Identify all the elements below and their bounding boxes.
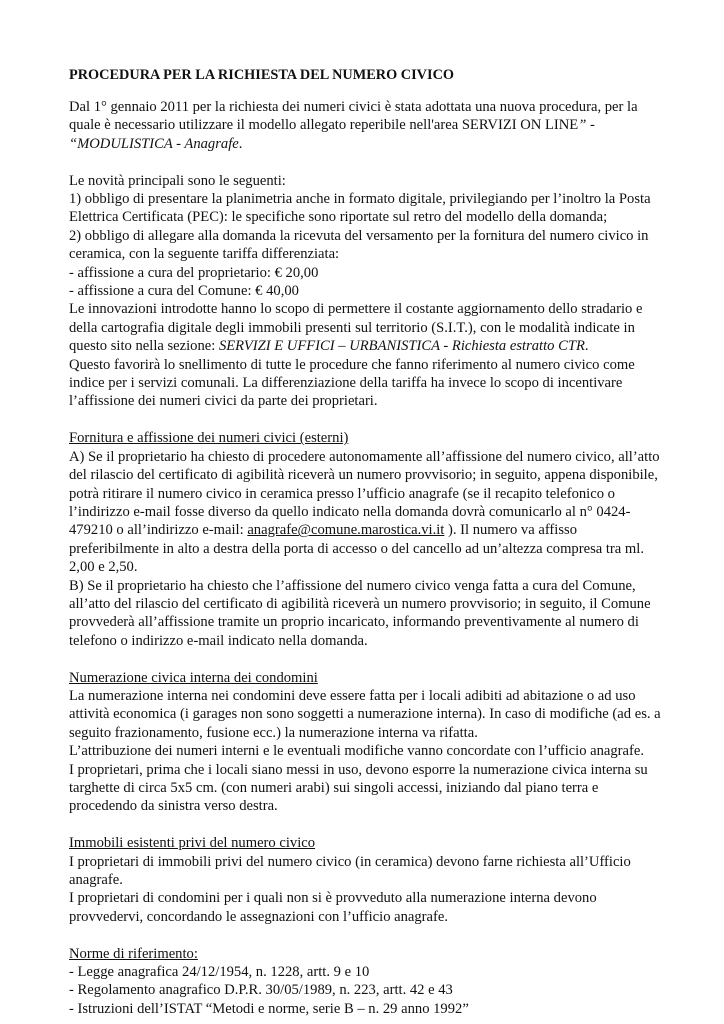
intro-closing-quote: ” - [578, 117, 595, 134]
immobili-heading: Immobili esistenti privi del numero civico [69, 835, 316, 852]
spacer [69, 650, 664, 668]
innovations-text: Le innovazioni introdotte hanno lo scopo di permettere il costante aggiornamento dello stradario e della cartografia digitale degli immobili presenti sul territorio (S.I.T.), con le modalità indicate in questo sito nella sezione: [69, 301, 643, 355]
email-link[interactable]: anagrafe@comune.marostica.vi.it [247, 522, 445, 539]
option-a-end: ). Il numero va affisso preferibilmente in alto a destra della porta di accesso o del cancello ad un’altezza compresa tra ml. 2,00 e 2,50. [69, 522, 644, 576]
interna-paragraph-1: La numerazione interna nei condomini deve essere fatta per i locali adibiti ad abitazione o ad uso attività economica (i garages non sono soggetti a numerazione interna). In caso di modifiche (ad es. a seguito frazionamento, fusione ecc.) la numerazione interna va rifatta. [69, 687, 661, 741]
option-a-text: A) Se il proprietario ha chiesto di procedere autonomamente all’affissione del numero civico, all’atto del rilascio del certificato di agibilità riceverà un numero provvisorio; in seguito, appena disponibile, potrà ritirare il numero civico in ceramica presso l’ufficio anagrafe (se il recapito telefonico o l’indirizzo e-mail fosse diverso da quello indicato nella domanda dovrà comunicarlo al n° 0424- 479210 o all’indirizzo e-mail: [69, 448, 660, 539]
intro-paragraph [69, 98, 664, 153]
simplify-paragraph: Questo favorirà lo snellimento di tutte le procedure che fanno riferimento al numero civico come indice per i servizi comunali. La differenziazione della tariffa ha invece lo scopo di incentivare l’affissione dei numeri civici da parte dei proprietari. [69, 356, 635, 410]
spacer [69, 411, 664, 429]
immobili-paragraph-1: I proprietari di immobili privi del numero civico (in ceramica) devono farne richiesta all’Ufficio anagrafe. [69, 853, 631, 888]
fee-comune: - affissione a cura del Comune: € 40,00 [69, 283, 299, 300]
interna-heading: Numerazione civica interna dei condomini [69, 669, 318, 686]
fornitura-heading: Fornitura e affissione dei numeri civici (esterni) [69, 430, 349, 447]
interna-paragraph-2: L’attribuzione dei numeri interni e le eventuali modifiche vanno concordate con l’ufficio anagrafe. [69, 743, 645, 760]
news-item-2: 2) obbligo di allegare alla domanda la ricevuta del versamento per la fornitura del numero civico in ceramica, con la seguente tariffa differenziata: [69, 227, 649, 263]
fornitura-option-b: B) Se il proprietario ha chiesto che l’affissione del numero civico venga fatta a cura del Comune, all’atto del rilascio del certificato di agibilità riceverà un numero provvisorio; in seguito, il Comune provvederà all’affissione tramite un proprio incaricato, informando preventivamente al numero di telefono o indirizzo e-mail indicato nella domanda. [69, 577, 651, 649]
innovations-end: . [584, 338, 589, 355]
innovations-section-link: SERVIZI E UFFICI – URBANISTICA - Richiesta estratto CTR [218, 338, 585, 355]
news-heading: Le novità principali sono le seguenti: [69, 172, 286, 189]
immobili-paragraph-2: I proprietari di condomini per i quali non si è provveduto alla numerazione interna devono provvedervi, concordando le assegnazioni con l’ufficio anagrafe. [69, 890, 597, 925]
norme-item: - Legge anagrafica 24/12/1954, n. 1228, artt. 9 e 10 [69, 964, 370, 981]
intro-end: . [238, 135, 243, 152]
spacer [69, 926, 664, 944]
spacer [69, 816, 664, 834]
spacer [69, 153, 664, 171]
intro-text: Dal 1° gennaio 2011 per la richiesta dei numeri civici è stata adottata una nuova procedura, per la quale è necessario utilizzare il modello allegato reperibile nell'area SERVIZI ON LINE [69, 99, 638, 134]
intro-path: “MODULISTICA - Anagrafe [69, 135, 239, 152]
norme-item: - Regolamento anagrafico D.P.R. 30/05/1989, n. 223, artt. 42 e 43 [69, 982, 453, 999]
page-title: PROCEDURA PER LA RICHIESTA DEL NUMERO CIVICO [69, 67, 455, 83]
interna-paragraph-3: I proprietari, prima che i locali siano messi in uso, devono esporre la numerazione civica interna su targhette di circa 5x5 cm. (con numeri arabi) sui singoli accessi, iniziando dal piano terra e procedendo da sinistra verso destra. [69, 761, 648, 815]
innovations-paragraph [69, 300, 664, 355]
fornitura-option-a [69, 448, 664, 577]
news-item-1: 1) obbligo di presentare la planimetria anche in formato digitale, privilegiando per l’inoltro la Posta Elettrica Certificata (PEC): le specifiche sono riportate sul retro del modello della domanda; [69, 191, 651, 226]
norme-heading: Norme di riferimento: [69, 945, 198, 962]
fee-owner: - affissione a cura del proprietario: € 20,00 [69, 264, 319, 281]
norme-item: - Istruzioni dell’ISTAT “Metodi e norme, serie B – n. 29 anno 1992” [69, 1000, 469, 1017]
